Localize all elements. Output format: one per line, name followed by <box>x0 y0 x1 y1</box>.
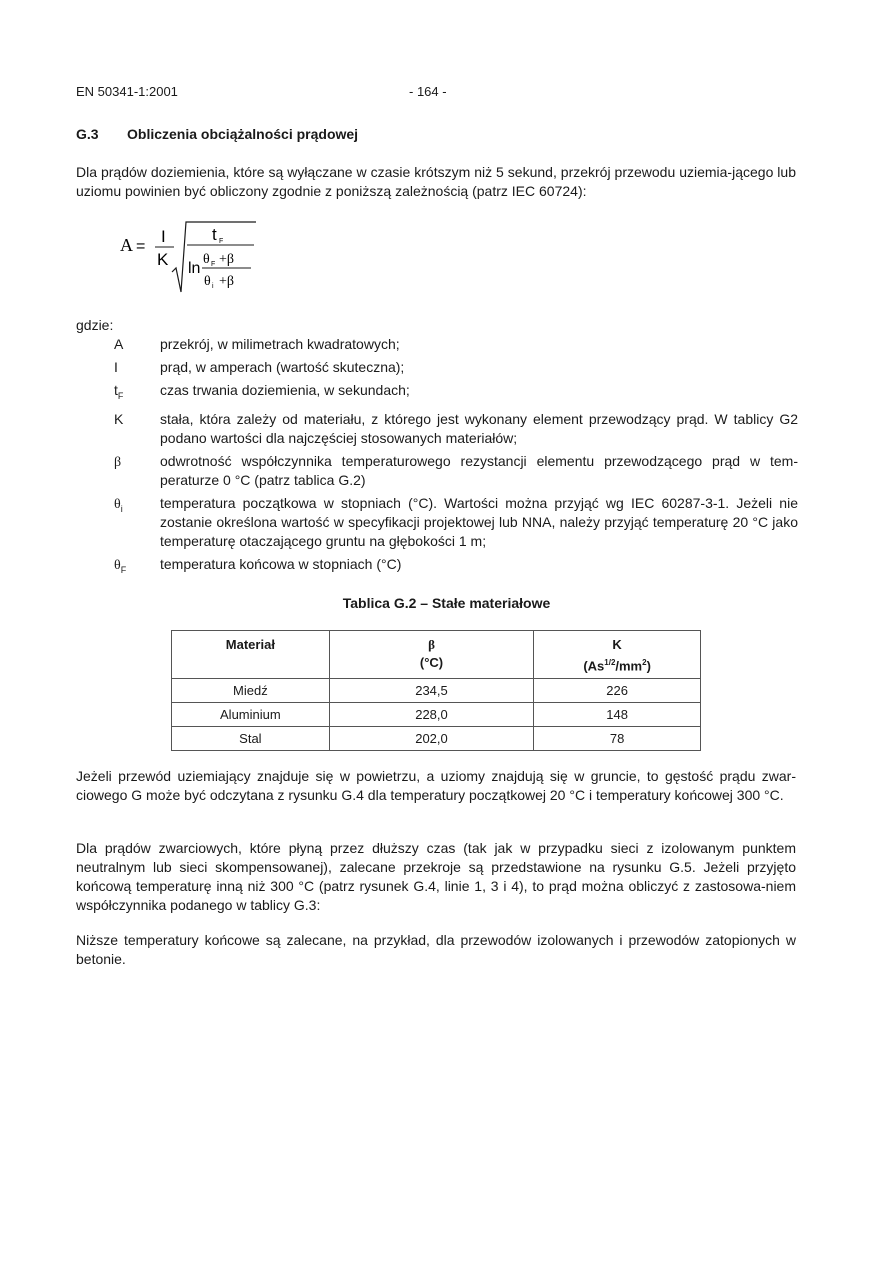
header-beta-symbol: β <box>428 637 435 652</box>
formula-t: t <box>212 225 217 244</box>
header-beta-unit: (°C) <box>419 655 444 670</box>
definition-text: czas trwania doziemienia, w sekundach; <box>160 382 410 398</box>
definition-symbol: K <box>114 410 124 427</box>
cell-beta: 234,5 <box>329 679 534 703</box>
document-id: EN 50341-1:2001 <box>76 84 178 99</box>
section-number: G.3 <box>76 126 99 142</box>
header-k-unit-c: ) <box>646 658 651 674</box>
formula-theta-i: θ <box>204 274 211 289</box>
formula-ln: ln <box>188 260 201 277</box>
definition-symbol: t <box>114 382 118 398</box>
formula-eq: = <box>136 238 146 255</box>
formula-plus-beta-bottom: +β <box>219 274 235 289</box>
definition-text: prąd, w amperach (wartość skuteczna); <box>160 359 405 375</box>
definition-symbol-sub: i <box>120 503 123 514</box>
definition-item <box>108 494 798 551</box>
cell-beta: 202,0 <box>329 727 534 751</box>
header-k-symbol: K <box>612 637 622 652</box>
table-title: Tablica G.2 – Stałe materiałowe <box>342 595 551 611</box>
definition-item <box>108 335 798 354</box>
header-k-unit-b: /mm <box>615 658 643 674</box>
formula-theta-f: θ <box>203 252 210 267</box>
cross-section-formula <box>116 212 266 302</box>
cell-material: Aluminium <box>172 703 330 727</box>
definition-symbol-sub: F <box>120 564 127 575</box>
table-row <box>172 727 701 751</box>
definition-symbol: β <box>114 454 122 470</box>
definition-item <box>108 381 798 406</box>
cell-k: 148 <box>534 703 701 727</box>
definition-text: temperatura końcowa w stopniach (°C) <box>160 555 402 572</box>
header-beta <box>329 631 534 679</box>
header-k-unit-sup: 1/2 <box>604 658 616 667</box>
header-material: Materiał <box>172 631 330 679</box>
where-label: gdzie: <box>76 317 114 333</box>
section-title: Obliczenia obciążalności prądowej <box>127 126 359 142</box>
definitions-list <box>108 335 798 584</box>
formula-plus-beta-top: +β <box>219 252 235 267</box>
definition-symbol: I <box>114 359 118 375</box>
formula-num: I <box>161 227 166 246</box>
formula-theta-i-sub: i <box>212 283 214 290</box>
definition-symbol: θ <box>114 557 121 573</box>
definition-text: odwrotność współczynnika temperaturowego rezystancji elementu przewodzącego prąd w tem-peraturze 0 °C (patrz tablica G.2) <box>160 452 798 488</box>
material-constants-table <box>171 630 701 751</box>
header-k-unit-sup2: 2 <box>642 658 647 667</box>
definition-text: temperatura początkowa w stopniach (°C). Wartości można przyjąć wg IEC 60287-3-1. Jeżeli nie zostanie określona wartość w specyfikacji projektowej lub NNA, należy przyjąć temperaturę 20 °C jako temperaturę otaczającego gruntu na głębokości 1 m; <box>160 494 798 549</box>
definition-item <box>108 452 798 490</box>
definition-symbol: θ <box>114 496 121 512</box>
definition-item <box>108 358 798 377</box>
cell-k: 226 <box>534 679 701 703</box>
formula-lhs: A <box>120 235 133 255</box>
definition-item <box>108 410 798 448</box>
definition-symbol-sub: F <box>117 390 124 401</box>
table-row <box>172 703 701 727</box>
table-header-row <box>172 631 701 679</box>
formula-theta-f-sub: F <box>211 261 216 268</box>
paragraph-lower-temps: Niższe temperatury końcowe są zalecane, na przykład, dla przewodów izolowanych i przewodów zatopionych w betonie. <box>76 932 796 967</box>
definition-text: stała, która zależy od materiału, z którego jest wykonany element przewodzący prąd. W tablicy G2 podano wartości dla najczęściej stosowanych materiałów; <box>160 410 798 446</box>
page-number: - 164 - <box>409 84 447 99</box>
table-row <box>172 679 701 703</box>
cell-material: Miedź <box>172 679 330 703</box>
paragraph-air-ground: Jeżeli przewód uziemiający znajduje się w powietrzu, a uziomy znajdują się w gruncie, to gęstość prądu zwar-ciowego G może być odczytana z rysunku G.4 dla temperatury początkowej 20 °C i temperatury końcowej 300 °C. <box>76 768 796 803</box>
definition-item <box>108 555 798 580</box>
paragraph-long-duration: Dla prądów zwarciowych, które płyną przez dłuższy czas (tak jak w przypadku sieci z izolowanym punktem neutralnym lub sieci skompensowanej), zalecane przekroje są przedstawione na rysunku G.5. Jeżeli przyjęto końcową temperaturę inną niż 300 °C (patrz rysunek G.4, linie 1, 3 i 4), to prąd można obliczyć z zastosowa-niem współczynnika podanego w tablicy G.3: <box>76 840 796 913</box>
intro-paragraph: Dla prądów doziemienia, które są wyłączane w czasie krótszym niż 5 sekund, przekrój przewodu uziemia-jącego lub uziomu powinien być obliczony zgodnie z poniższą zależnością (patrz IEC 60724): <box>76 164 796 199</box>
cell-k: 78 <box>534 727 701 751</box>
header-k-unit-a: (As <box>583 658 605 674</box>
formula-den: K <box>157 250 169 269</box>
formula-t-sub: F <box>219 238 224 245</box>
cell-material: Stal <box>172 727 330 751</box>
definition-symbol: A <box>114 336 124 352</box>
header-k <box>534 631 701 679</box>
definition-text: przekrój, w milimetrach kwadratowych; <box>160 336 400 352</box>
cell-beta: 228,0 <box>329 703 534 727</box>
